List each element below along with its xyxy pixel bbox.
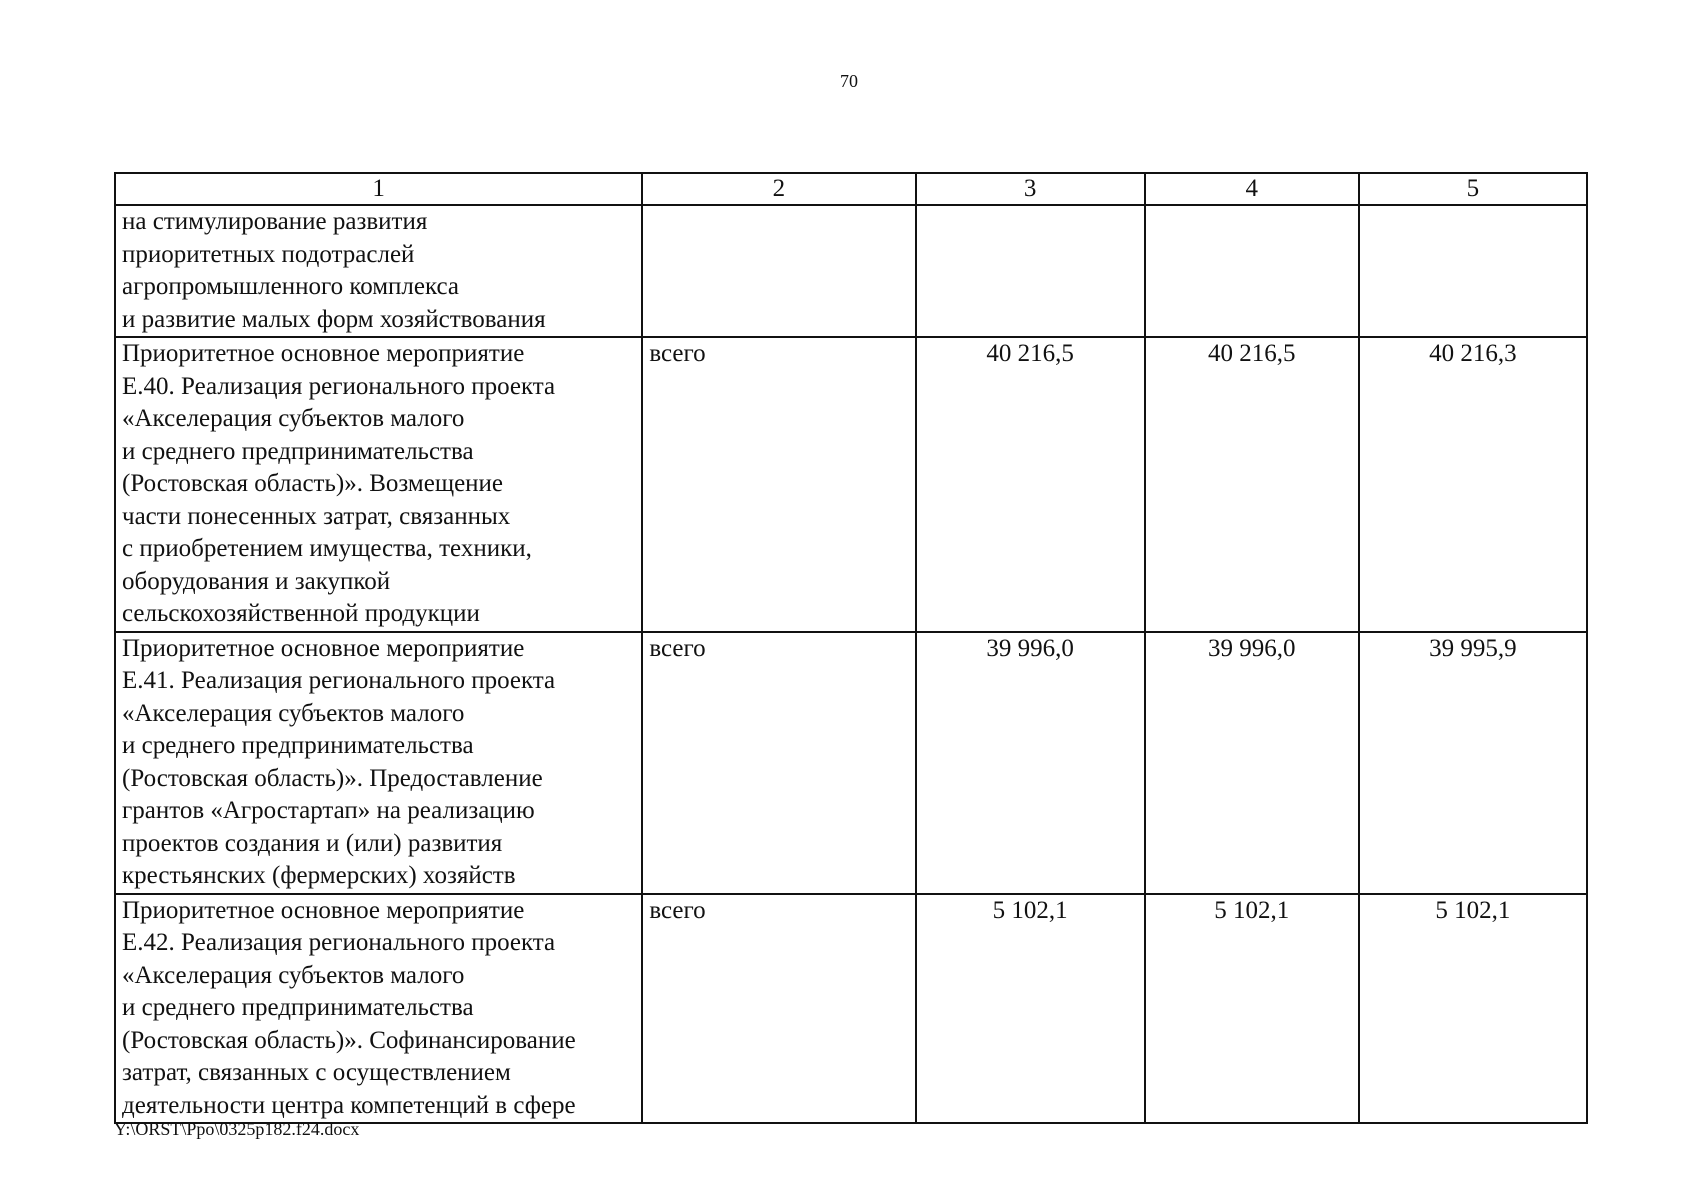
table-row [115,337,1587,632]
description-line: крестьянских (фермерских) хозяйств [122,862,516,889]
measure-description [115,632,642,894]
table-row [115,632,1587,894]
description-line: проектов создания и (или) развития [122,829,503,857]
description-line: Приоритетное основное мероприятие [122,634,525,662]
value-col-5 [1359,205,1587,337]
description-line: «Акселерация субъектов малого [122,699,465,727]
description-line: Е.42. Реализация регионального проекта [122,929,556,956]
description-line: «Акселерация субъектов малого [122,405,465,432]
value-col-5: 5 102,1 [1359,894,1587,1124]
file-path-footer: Y:\ORST\Ppo\0325p182.f24.docx [114,1119,360,1139]
description-line: на стимулирование развития [122,208,428,235]
description-line: части понесенных затрат, связанных [122,502,511,530]
page-number: 70 [840,71,858,91]
value-col-3: 5 102,1 [916,894,1145,1124]
description-line: и развитие малых форм хозяйствования [122,305,546,333]
description-line: (Ростовская область)». Софинансирование [122,1026,576,1054]
value-col-3: 40 216,5 [916,337,1145,632]
column-number-row [115,173,1587,205]
description-line: сельскохозяйственной продукции [122,600,480,627]
description-line: деятельности центра компетенций в сфере [122,1091,576,1119]
description-line: приоритетных подотраслей [122,240,415,268]
value-col-3 [916,205,1145,337]
value-col-4: 39 996,0 [1145,632,1359,894]
table-row [115,894,1587,1124]
measure-description [115,205,642,337]
description-line: Приоритетное основное мероприятие [122,896,525,924]
description-line: и среднего предпринимательства [122,732,474,759]
measure-description [115,894,642,1124]
description-line: Приоритетное основное мероприятие [122,340,525,367]
description-line: оборудования и закупкой [122,567,391,595]
description-line: и среднего предпринимательства [122,994,474,1021]
description-line: «Акселерация субъектов малого [122,961,465,989]
description-line: (Ростовская область)». Возмещение [122,470,504,497]
column-header-4: 4 [1145,173,1359,205]
measure-description [115,337,642,632]
funding-type [642,205,915,337]
column-header-3: 3 [916,173,1145,205]
description-line: с приобретением имущества, техники, [122,535,532,562]
description-line: агропромышленного комплекса [122,273,460,300]
budget-table [114,172,1588,1124]
description-line: затрат, связанных с осуществлением [122,1059,511,1086]
value-col-3: 39 996,0 [916,632,1145,894]
value-col-4: 40 216,5 [1145,337,1359,632]
column-header-2: 2 [642,173,915,205]
value-col-5: 39 995,9 [1359,632,1587,894]
description-line: и среднего предпринимательства [122,437,474,465]
column-header-1: 1 [115,173,642,205]
value-col-4 [1145,205,1359,337]
description-line: (Ростовская область)». Предоставление [122,764,543,792]
table-row [115,205,1587,337]
funding-type: всего [642,632,915,894]
funding-type: всего [642,894,915,1124]
value-col-5: 40 216,3 [1359,337,1587,632]
description-line: Е.41. Реализация регионального проекта [122,667,556,694]
funding-type: всего [642,337,915,632]
description-line: грантов «Агростартап» на реализацию [122,797,535,824]
description-line: Е.40. Реализация регионального проекта [122,372,556,400]
column-header-5: 5 [1359,173,1587,205]
value-col-4: 5 102,1 [1145,894,1359,1124]
